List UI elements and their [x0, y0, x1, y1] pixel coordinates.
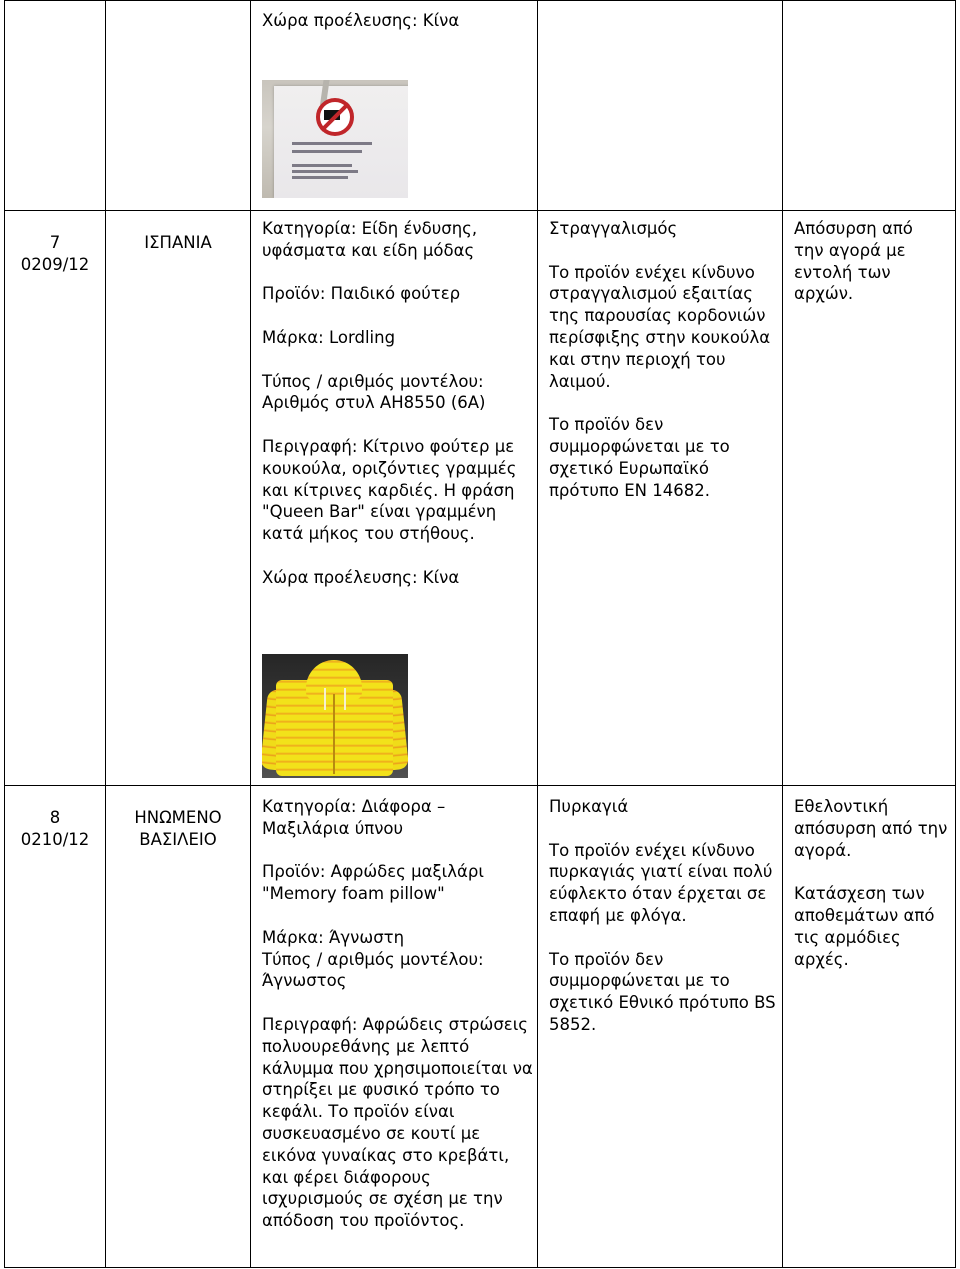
country-name: ΗΝΩΜΕΝΟ ΒΑΣΙΛΕΙΟ	[134, 808, 222, 849]
row-8-id	[5, 807, 105, 851]
notification-code: 0210/12	[20, 829, 90, 849]
row-number: 7	[49, 233, 61, 252]
country-name: ΙΣΠΑΝΙΑ	[144, 233, 212, 252]
column-divider	[782, 0, 783, 1268]
product-brand: Μάρκα: Lordling	[262, 327, 396, 347]
table-border-left	[4, 0, 5, 1268]
measure-text: Κατάσχεση των αποθεμάτων από τις αρμόδιες αρχές.	[794, 884, 935, 969]
product-model: Τύπος / αριθμός μοντέλου: Αριθμός στυλ AH8550 (6A)	[262, 371, 486, 413]
row-8-risk	[549, 796, 779, 1036]
warning-sign-icon	[316, 98, 354, 136]
risk-standard: Το προϊόν δεν συμμορφώνεται με το σχετικό Εθνικό πρότυπο BS 5852.	[549, 949, 776, 1034]
row-8-country	[106, 807, 250, 851]
row-7-product	[262, 218, 532, 589]
product-description: Περιγραφή: Αφρώδεις στρώσεις πολυουρεθάνης με λεπτό κάλυμμα που χρησιμοποιείται να στηρίξει με φυσικό τρόπο το κεφάλι. Το προϊόν είναι συσκευασμένο σε κουτί με εικόνα γυναίκας στο κρεβάτι, και φέρει διάφορους ισχυρισμούς σε σχέση με την απόδοση του προϊόντος.	[262, 1014, 533, 1231]
column-divider	[250, 0, 251, 1268]
column-divider	[105, 0, 106, 1268]
product-brand: Μάρκα: Άγνωστη	[262, 927, 405, 947]
risk-type: Πυρκαγιά	[549, 797, 629, 816]
product-description: Περιγραφή: Κίτρινο φούτερ με κουκούλα, οριζόντιες γραμμές και κίτρινες καρδιές. Η φράση "Queen Bar" είναι γραμμένη κατά μήκος του στήθους.	[262, 436, 517, 544]
product-category: Κατηγορία: Είδη ένδυσης, υφάσματα και είδη μόδας	[262, 219, 478, 260]
risk-detail: Το προϊόν ενέχει κίνδυνο πυρκαγιάς γιατί είναι πολύ εύφλεκτο όταν έρχεται σε επαφή με φλόγα.	[549, 840, 773, 925]
table-border-top	[4, 0, 956, 1]
product-name: Προϊόν: Παιδικό φούτερ	[262, 284, 461, 304]
product-category: Κατηγορία: Διάφορα – Μαξιλάρια ύπνου	[262, 797, 446, 838]
risk-standard: Το προϊόν δεν συμμορφώνεται με το σχετικό Ευρωπαϊκό πρότυπο EN 14682.	[549, 415, 730, 500]
row-7-measures	[794, 218, 946, 305]
product-photo-hoodie	[262, 654, 408, 778]
row-7-risk	[549, 218, 779, 501]
row-8-product	[262, 796, 536, 1232]
measure-text: Εθελοντική απόσυρση από την αγορά.	[794, 797, 948, 860]
row-divider	[4, 785, 956, 786]
row-7-id	[5, 232, 105, 276]
notification-code: 0209/12	[20, 254, 90, 274]
row-divider	[4, 210, 956, 211]
measure-text: Απόσυρση από την αγορά με εντολή των αρχών.	[794, 219, 913, 304]
table-border-bottom	[4, 1267, 956, 1268]
continued-origin	[262, 10, 532, 32]
row-7-country	[106, 232, 250, 254]
product-origin: Χώρα προέλευσης: Κίνα	[262, 567, 460, 587]
origin-text: Χώρα προέλευσης: Κίνα	[262, 11, 460, 30]
table-border-right	[955, 0, 956, 1268]
risk-detail: Το προϊόν ενέχει κίνδυνο στραγγαλισμού εξαιτίας της παρουσίας κορδονιών περίσφιξης στην κουκούλα και στην περιοχή του λαιμού.	[549, 262, 771, 391]
row-number: 8	[49, 808, 61, 827]
row-8-measures	[794, 796, 948, 970]
product-photo-leaflet	[262, 80, 408, 198]
product-model: Τύπος / αριθμός μοντέλου: Άγνωστος	[262, 949, 484, 991]
product-name: Προϊόν: Αφρώδες μαξιλάρι "Memory foam pillow"	[262, 862, 484, 904]
risk-type: Στραγγαλισμός	[549, 219, 678, 238]
column-divider	[537, 0, 538, 1268]
